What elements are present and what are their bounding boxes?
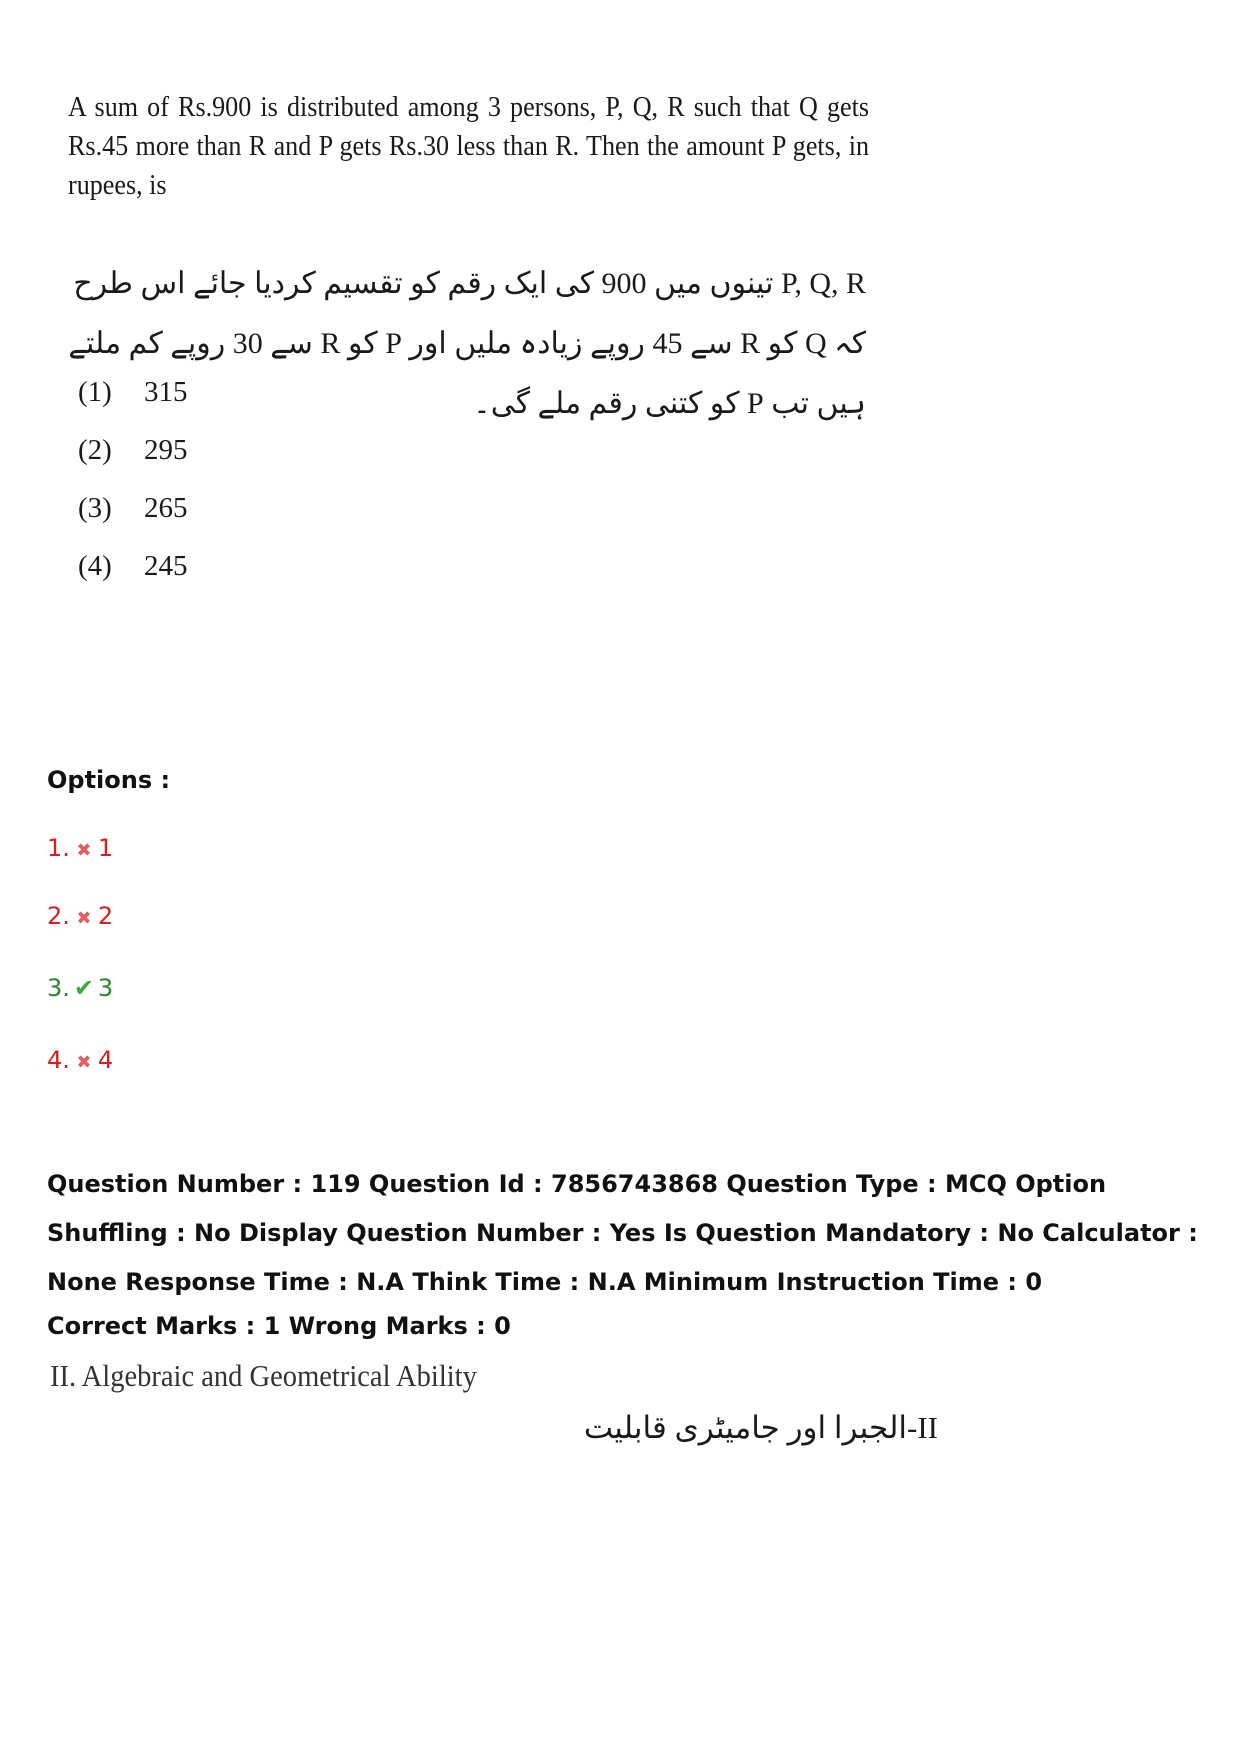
section-title-urdu: II-الجبرا اور جامیٹری قابلیت [583,1410,938,1445]
check-icon: ✔ [73,974,94,1002]
question-option-value: 265 [144,492,188,524]
answer-label: 1 [97,834,114,862]
question-option-value: 315 [144,376,188,408]
question-option-1 [78,372,188,430]
answer-option-4 [47,1044,113,1079]
question-option-value: 245 [144,550,188,582]
answer-label: 4 [97,1046,114,1074]
section-title-english: II. Algebraic and Geometrical Ability [50,1358,477,1393]
question-option-3 [78,488,188,546]
question-option-number: (4) [78,550,112,582]
answer-option-3 [47,972,113,1004]
cross-icon: ✖ [76,908,92,929]
cross-icon: ✖ [76,840,92,861]
answer-label: 3 [97,974,114,1002]
answer-number: 3. [47,974,70,1002]
answer-option-2 [47,900,113,935]
answer-number: 4. [47,1046,70,1074]
question-option-2 [78,430,188,488]
marks-info: Correct Marks : 1 Wrong Marks : 0 [47,1312,511,1340]
answer-number: 2. [47,902,70,930]
question-option-list [78,372,188,604]
question-text-english: A sum of Rs.900 is distributed among 3 persons, P, Q, R such that Q gets Rs.45 more than R and P gets Rs.30 less than R. Then the amount P gets, in rupees, is [68,91,869,201]
question-option-number: (2) [78,434,112,466]
question-option-number: (3) [78,492,112,524]
question-meta: Question Number : 119 Question Id : 7856743868 Question Type : MCQ Option Shuffling : No Display Question Number : Yes Is Question Mandatory : No Calculator : None Response Time : N.A Think Time : N.A Minimum Instruction Time : 0 [47,1170,1198,1296]
question-option-number: (1) [78,376,112,408]
options-heading: Options : [47,766,171,794]
answer-label: 2 [97,902,114,930]
answer-option-1 [47,832,113,867]
question-text-urdu: P, Q, R تینوں میں 900 کی ایک رقم کو تقسیم کردیا جائے اس طرح کہ Q کو R سے 45 روپے زیادہ ملیں اور P کو R سے 30 روپے کم ملتے ہیں تب P کو کتنی رقم ملے گی۔ [68,267,866,420]
question-option-value: 295 [144,434,188,466]
cross-icon: ✖ [76,1052,92,1073]
question-option-4 [78,546,188,604]
answer-number: 1. [47,834,70,862]
